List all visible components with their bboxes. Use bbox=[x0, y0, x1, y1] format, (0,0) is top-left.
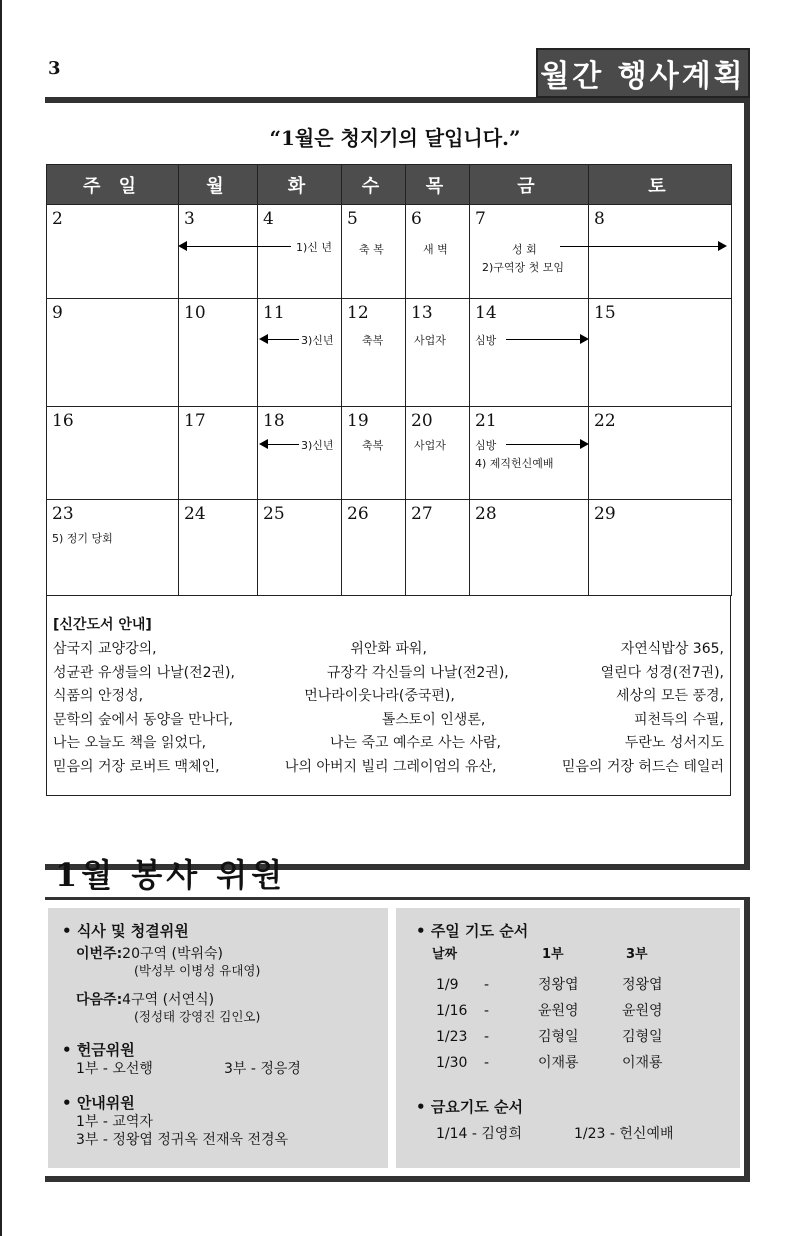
header-date: 날짜 bbox=[432, 947, 458, 962]
prayer-first: 김형일 bbox=[538, 1029, 579, 1045]
page-number: 3 bbox=[48, 58, 61, 79]
event-label: 성 회 bbox=[512, 243, 537, 256]
arrow-left-icon bbox=[261, 339, 299, 340]
day-cell bbox=[406, 407, 470, 500]
book-title: 성균관 유생들의 나날(전2권), bbox=[53, 664, 235, 681]
books-title: [신간도서 안내] bbox=[53, 617, 152, 633]
book-title: 자연식밥상 365, bbox=[620, 641, 724, 657]
day-cell bbox=[406, 205, 470, 299]
prayer-panel bbox=[396, 908, 740, 1168]
event-span-line bbox=[257, 246, 291, 247]
weekday-thu: 목 bbox=[406, 165, 470, 205]
prayer-third: 김형일 bbox=[622, 1029, 663, 1045]
arrow-left-icon bbox=[261, 444, 299, 445]
event-span-line bbox=[560, 246, 590, 247]
weekday-fri: 금 bbox=[470, 165, 589, 205]
book-title: 나는 죽고 예수로 사는 사람, bbox=[329, 735, 501, 752]
book-title: 먼나라이웃나라(중국편), bbox=[304, 688, 455, 705]
weekday-sat: 토 bbox=[589, 165, 732, 205]
day-cell bbox=[470, 205, 589, 299]
book-title: 열린다 성경(전7권), bbox=[600, 664, 724, 681]
day-cell bbox=[342, 299, 406, 407]
book-title: 톨스토이 인생론, bbox=[381, 711, 486, 728]
event-label: 축복 bbox=[362, 334, 384, 347]
day-cell bbox=[258, 205, 342, 299]
prayer-date: 1/30 bbox=[436, 1055, 468, 1071]
prayer-dash: - bbox=[484, 977, 490, 993]
event-label: 4) 제직헌신예배 bbox=[475, 457, 554, 470]
day-number: 25 bbox=[263, 504, 285, 524]
day-number: 4 bbox=[263, 209, 274, 229]
day-cell bbox=[342, 500, 406, 596]
book-title: 문학의 숲에서 동양을 만나다, bbox=[53, 711, 234, 728]
event-label: 5) 정기 당회 bbox=[52, 532, 113, 545]
day-cell bbox=[406, 299, 470, 407]
day-cell bbox=[470, 407, 589, 500]
day-number: 11 bbox=[263, 303, 285, 323]
book-title: 나는 오늘도 책을 읽었다, bbox=[53, 735, 207, 752]
next-week-row bbox=[76, 991, 374, 1009]
book-title: 두란노 성서지도 bbox=[624, 735, 724, 752]
section-title: 월간 행사계획 bbox=[540, 59, 746, 94]
prayer-date: 1/16 bbox=[436, 1003, 468, 1019]
day-number: 3 bbox=[184, 209, 195, 229]
day-cell bbox=[470, 500, 589, 596]
event-calendar bbox=[46, 164, 732, 596]
friday-prayer-row bbox=[436, 1123, 726, 1143]
day-number: 5 bbox=[347, 209, 358, 229]
book-row bbox=[53, 732, 724, 756]
day-number: 7 bbox=[475, 209, 486, 229]
new-books-notice bbox=[46, 596, 731, 796]
day-number: 14 bbox=[475, 303, 497, 323]
book-row bbox=[53, 756, 724, 780]
friday-prayer-title: • 금요기도 순서 bbox=[416, 1096, 726, 1117]
event-label: 3)신년 bbox=[301, 439, 334, 452]
day-number: 12 bbox=[347, 303, 369, 323]
day-number: 16 bbox=[52, 411, 74, 431]
day-number: 21 bbox=[475, 411, 497, 431]
day-cell bbox=[342, 407, 406, 500]
event-label: 새 벽 bbox=[423, 243, 448, 256]
day-number: 13 bbox=[411, 303, 433, 323]
day-cell bbox=[47, 299, 179, 407]
day-cell bbox=[47, 500, 179, 596]
book-title: 세상의 모든 풍경, bbox=[615, 688, 724, 705]
prayer-dash: - bbox=[484, 1003, 490, 1019]
this-week-value: 20구역 (박위숙) bbox=[122, 946, 223, 962]
friday-prayer-second: 1/23 - 헌신예배 bbox=[574, 1126, 674, 1142]
event-label: 3)신년 bbox=[301, 334, 334, 347]
day-number: 6 bbox=[411, 209, 422, 229]
day-cell bbox=[470, 299, 589, 407]
book-row bbox=[53, 685, 724, 709]
offering-committee-title: • 헌금위원 bbox=[62, 1039, 374, 1060]
book-title: 믿음의 거장 로버트 맥체인, bbox=[53, 758, 220, 775]
meal-committee-title: • 식사 및 청결위원 bbox=[62, 920, 374, 941]
committee-title: 1월 봉사 위원 bbox=[55, 856, 287, 894]
month-motto: “1월은 청지기의 달입니다.” bbox=[269, 126, 521, 150]
day-number: 24 bbox=[184, 504, 206, 524]
arrow-left-icon bbox=[180, 246, 258, 247]
event-label: 1)신 년 bbox=[296, 241, 333, 254]
day-number: 23 bbox=[52, 504, 74, 524]
offering-first: 1부 - 오선행 bbox=[76, 1061, 153, 1077]
prayer-first: 정왕엽 bbox=[538, 977, 579, 993]
day-number: 2 bbox=[52, 209, 63, 229]
book-title: 삼국지 교양강의, bbox=[53, 641, 157, 657]
day-cell bbox=[406, 500, 470, 596]
calendar-week bbox=[47, 205, 732, 299]
day-cell bbox=[47, 407, 179, 500]
prayer-first: 이재룡 bbox=[538, 1055, 579, 1071]
usher-third: 3부 - 정왕엽 정귀옥 전재욱 전경옥 bbox=[76, 1132, 289, 1148]
book-title: 위안화 파워, bbox=[350, 641, 427, 657]
day-cell bbox=[258, 299, 342, 407]
header-first-service: 1부 bbox=[542, 947, 564, 962]
prayer-date: 1/23 bbox=[436, 1029, 468, 1045]
event-label: 사업자 bbox=[414, 334, 446, 347]
event-label: 축 복 bbox=[359, 243, 384, 256]
day-number: 17 bbox=[184, 411, 206, 431]
prayer-date: 1/9 bbox=[436, 977, 459, 993]
calendar-week bbox=[47, 500, 732, 596]
event-label: 심방 bbox=[475, 334, 497, 347]
next-week-value: 4구역 (서연식) bbox=[122, 992, 215, 1008]
day-cell bbox=[179, 500, 258, 596]
weekday-tue: 화 bbox=[258, 165, 342, 205]
prayer-third: 윤원영 bbox=[622, 1003, 663, 1019]
prayer-third: 정왕엽 bbox=[622, 977, 663, 993]
day-number: 20 bbox=[411, 411, 433, 431]
day-cell bbox=[179, 205, 258, 299]
day-number: 28 bbox=[475, 504, 497, 524]
header-third-service: 3부 bbox=[626, 947, 648, 962]
book-row bbox=[53, 638, 724, 662]
day-number: 10 bbox=[184, 303, 206, 323]
prayer-dash: - bbox=[484, 1029, 490, 1045]
next-week-label: 다음주: bbox=[76, 992, 123, 1008]
this-week-label: 이번주: bbox=[76, 946, 123, 962]
usher-first: 1부 - 교역자 bbox=[76, 1114, 153, 1130]
weekday-mon: 월 bbox=[179, 165, 258, 205]
sunday-prayer-title: • 주일 기도 순서 bbox=[416, 920, 726, 941]
day-number: 9 bbox=[52, 303, 63, 323]
day-number: 27 bbox=[411, 504, 433, 524]
event-label: 사업자 bbox=[414, 439, 446, 452]
arrow-right-icon bbox=[506, 444, 587, 445]
book-title: 피천득의 수필, bbox=[633, 711, 724, 728]
day-number: 15 bbox=[594, 303, 616, 323]
book-row bbox=[53, 709, 724, 733]
calendar-week bbox=[47, 299, 732, 407]
this-week-row bbox=[76, 945, 374, 963]
prayer-row bbox=[436, 1050, 726, 1076]
day-number: 19 bbox=[347, 411, 369, 431]
day-cell bbox=[47, 205, 179, 299]
prayer-row bbox=[436, 1024, 726, 1050]
this-week-members: (박성부 이병성 유대영) bbox=[134, 963, 261, 978]
arrow-right-icon bbox=[506, 339, 587, 340]
next-week-members: (정성태 강영진 김인오) bbox=[134, 1009, 261, 1024]
day-cell bbox=[179, 407, 258, 500]
book-row bbox=[53, 662, 724, 686]
day-cell bbox=[342, 205, 406, 299]
prayer-table-header bbox=[432, 943, 726, 962]
day-number: 26 bbox=[347, 504, 369, 524]
book-title: 믿음의 거장 허드슨 테일러 bbox=[561, 758, 724, 775]
calendar-header-row bbox=[47, 165, 732, 205]
usher-committee-title: • 안내위원 bbox=[62, 1092, 374, 1113]
day-cell bbox=[179, 299, 258, 407]
day-cell bbox=[589, 299, 732, 407]
arrow-right-icon bbox=[588, 246, 725, 247]
weekday-wed: 수 bbox=[342, 165, 406, 205]
prayer-third: 이재룡 bbox=[622, 1055, 663, 1071]
volunteer-panel bbox=[48, 908, 388, 1168]
weekday-sun: 주 일 bbox=[47, 165, 179, 205]
day-cell bbox=[589, 407, 732, 500]
day-cell bbox=[589, 500, 732, 596]
section-title-box bbox=[536, 48, 750, 98]
event-label: 2)구역장 첫 모임 bbox=[482, 261, 565, 274]
page-edge-line bbox=[0, 0, 2, 1236]
event-label: 심방 bbox=[475, 439, 497, 452]
day-number: 22 bbox=[594, 411, 616, 431]
prayer-first: 윤원영 bbox=[538, 1003, 579, 1019]
book-title: 식품의 안정성, bbox=[53, 688, 144, 705]
book-title: 규장각 각신들의 나날(전2권), bbox=[326, 664, 509, 681]
day-number: 8 bbox=[594, 209, 605, 229]
offering-row bbox=[76, 1060, 374, 1078]
prayer-row bbox=[436, 972, 726, 998]
calendar-week bbox=[47, 407, 732, 500]
friday-prayer-first: 1/14 - 김영희 bbox=[436, 1126, 522, 1142]
prayer-row bbox=[436, 998, 726, 1024]
day-cell bbox=[258, 500, 342, 596]
day-cell bbox=[258, 407, 342, 500]
day-cell bbox=[589, 205, 732, 299]
prayer-dash: - bbox=[484, 1055, 490, 1071]
day-number: 29 bbox=[594, 504, 616, 524]
book-title: 나의 아버지 빌리 그레이엄의 유산, bbox=[284, 758, 497, 775]
event-label: 축복 bbox=[362, 439, 384, 452]
day-number: 18 bbox=[263, 411, 285, 431]
offering-third: 3부 - 정응경 bbox=[224, 1061, 301, 1077]
